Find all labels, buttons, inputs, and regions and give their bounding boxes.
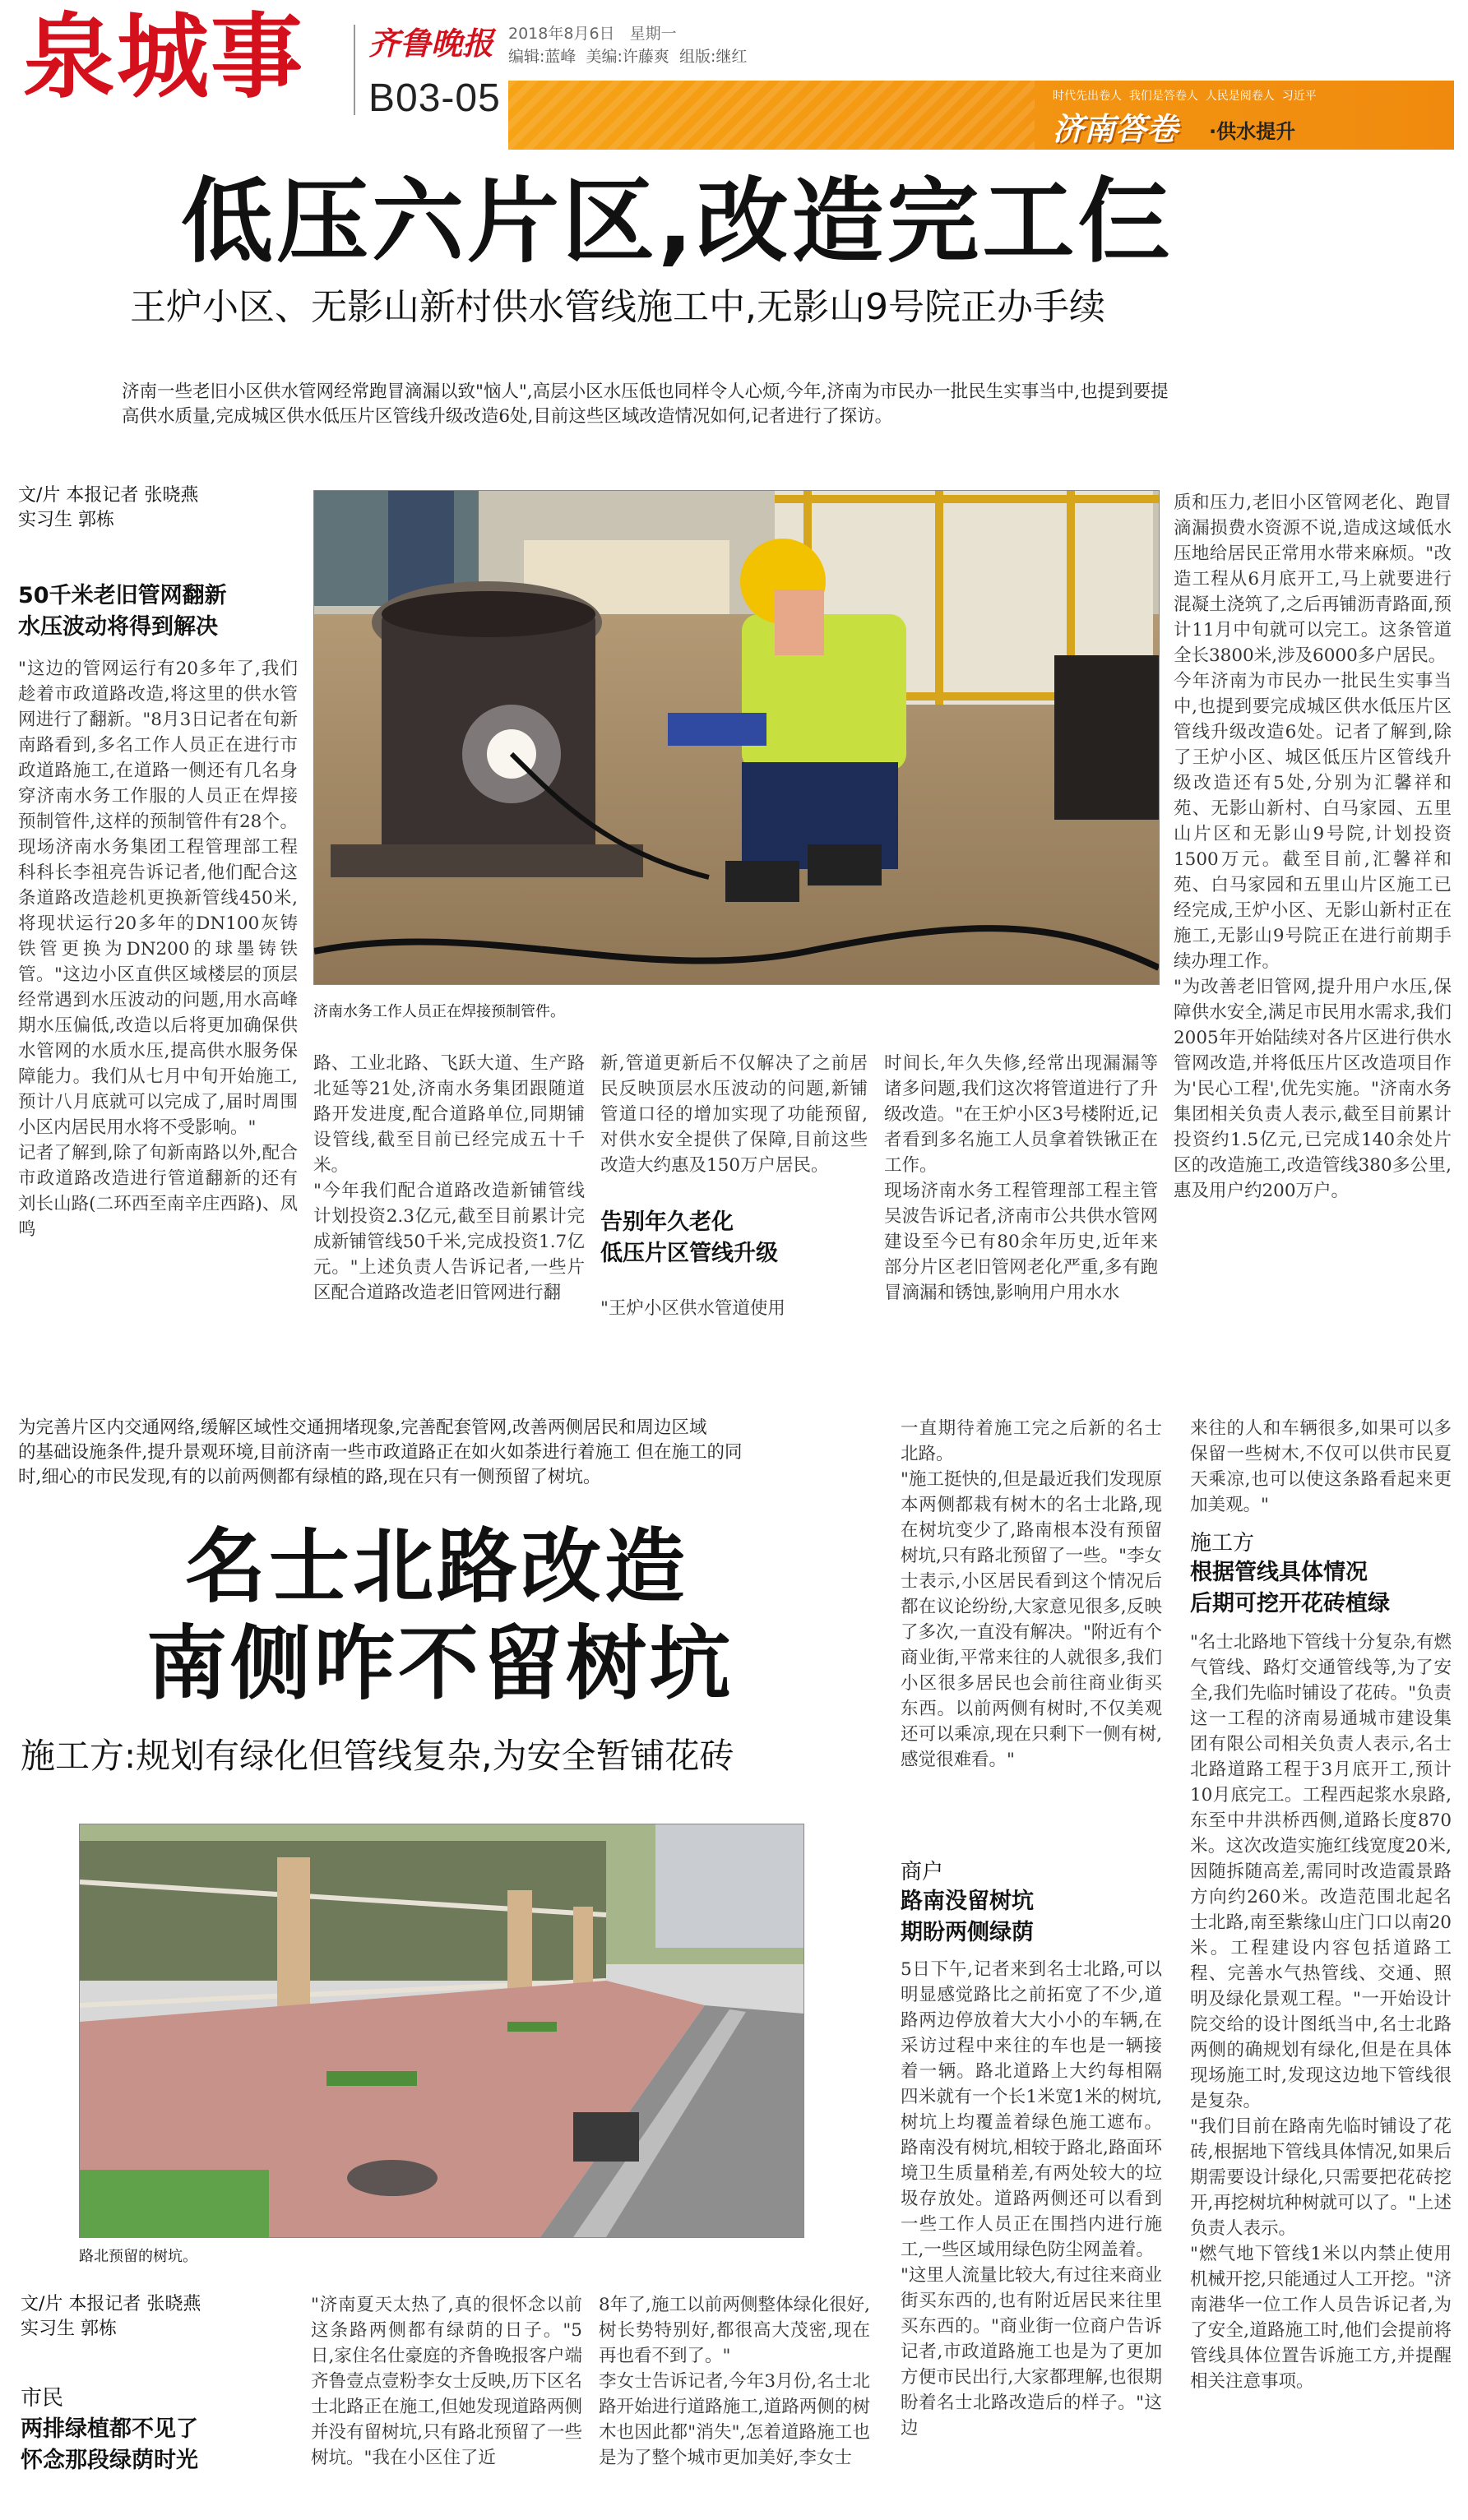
issue-date	[508, 21, 677, 44]
story1-subhead-1: 50千米老旧管网翻新 水压波动将得到解决	[18, 583, 227, 640]
story2-headline-line1: 名士北路改造	[185, 1520, 689, 1614]
story1-photo-caption: 济南水务工作人员正在焊接预制管件。	[313, 1003, 565, 1020]
masthead-divider	[354, 25, 355, 115]
page-number: B03-05	[368, 76, 501, 120]
masthead	[0, 0, 1468, 156]
story1-lede: 济南一些老旧小区供水管网经常跑冒滴漏以致"恼人",高层小区水压低也同样令人心烦,今年,济南为市民办一批民生实事当中,也提到要提 高供水质量,完成城区供水低压片区管线升级改造6处,目前这些区域改造情况如何,记者进行了探访。	[122, 381, 1169, 427]
weekday: 星期一	[629, 25, 677, 43]
banner-pattern	[508, 81, 1035, 150]
date: 2018年8月6日	[508, 25, 615, 43]
story2-column-3b: 5日下午,记者来到名士北路,可以明显感觉路比之前拓宽了不少,道路两边停放着大大小小的车辆,在采访过程中来往的车也是一辆接着一辆。路北道路上大约每相隔四米就有一个长1米宽1米的树坑,树坑上均覆盖着绿色施工遮布。路南没有树坑,相较于路北,路面环境卫生质量稍差,有两处较大的垃圾存放处。道路两侧还可以看到一些工作人员正在围挡内进行施工,一些区域用绿色防尘网盖着。 "这里人流量比较大,有过往来商业街买东西的,也有附近居民来往里买东西的。"商业街一位商户告诉记者,市政道路施工也是为了更加方便市民出行,大家都理解,也很期盼着名士北路改造后的样子。"这边	[901, 1959, 1162, 2439]
story2-section-citizen: 市民	[21, 2386, 64, 2411]
story1-column-2: 路、工业北路、飞跃大道、生产路北延等21处,济南水务集团跟随道路开发进度,配合道路单位,同期铺设管线,截至目前已经完成五十千米。 "今年我们配合道路改造新铺管线计划投资2.3亿元,截至目前累计完成新铺管线50千米,完成投资1.7亿元。"上述负责人告诉记者,一些片区配合道路改造老旧管网进行翻	[313, 1053, 585, 1303]
story1-deck: 王炉小区、无影山新村供水管线施工中,无影山9号院正办手续	[130, 286, 1105, 328]
newspaper-logo: 齐鲁晚报	[368, 25, 494, 62]
road-scene-image	[80, 1824, 803, 2237]
story2-column-4a: 来往的人和车辆很多,如果可以多保留一些树木,不仅可以供市民夏天乘凉,也可以使这条路看起来更加美观。"	[1190, 1418, 1452, 1515]
story1-byline: 文/片 本报记者 张晓燕 实习生 郭栋	[18, 485, 199, 530]
story2-deck: 施工方:规划有绿化但管线复杂,为安全暂铺花砖	[21, 1736, 734, 1776]
story1-column-4: 时间长,年久失修,经常出现漏漏等诸多问题,我们这次将管道进行了升级改造。"在王炉小区3号楼附近,记者看到多名施工人员拿着铁锹正在工作。 现场济南水务工程管理部工程主管吴波告诉记者,济南市公共供水管网建设至今已有80余年历史,近年来部分片区老旧管网老化严重,多有跑冒滴漏和锈蚀,影响用户用水水	[884, 1053, 1158, 1303]
story2-column-3a: 一直期待着施工完之后新的名士北路。 "施工挺快的,但是最近我们发现原本两侧都栽有树木的名士北路,现在树坑变少了,路南根本没有预留树坑,只有路北预留了一些。"李女士表示,小区居民看到这个情况后都在议论纷纷,大家意见很多,反映了多次,一直没有解决。"附近有个商业街,平常来往的人就很多,我们小区很多居民也会前往商业街买东西。以前两侧有树时,不仅美观还可以乘凉,现在只剩下一侧有树,感觉很难看。"	[901, 1418, 1162, 1770]
story2-lede: 为完善片区内交通网络,缓解区域性交通拥堵现象,完善配套管网,改善两侧居民和周边区域 的基础设施条件,提升景观环境,目前济南一些市政道路正在如火如荼进行着施工 但在施工的同 时,细心的市民发现,有的以前两侧都有绿植的路,现在只有一侧预留了树坑。	[18, 1417, 743, 1487]
story2-subhead-builder: 根据管线具体情况 后期可挖开花砖植绿	[1190, 1560, 1390, 1616]
banner-topic: ·供水提升	[1209, 120, 1296, 143]
story2-column-4b: "名士北路地下管线十分复杂,有燃气管线、路灯交通管线等,为了安全,我们先临时铺设了花砖。"负责这一工程的济南易通城市建设集团有限公司相关负责人表示,名士北路道路工程于3月底开工,预计10月底完工。工程西起浆水泉路,东至中井洪桥西侧,道路长度870米。这次改造实施红线宽度20米,因随拆随高差,需同时改造霞景路方向约260米。改造范围北起名士北路,南至紫缘山庄门口以南20米。工程建设内容包括道路工程、完善水气热管线、交通、照明及绿化景观工程。"一开始设计院交给的设计图纸当中,名士北路两侧的确规划有绿化,但是在具体现场施工时,发现这边地下管线很是复杂。 "我们目前在路南先临时铺设了花砖,根据地下管线具体情况,如果后期需要设计绿化,只需要把花砖挖开,再挖树坑种树就可以了。"上述负责人表示。 "燃气地下管线1米以内禁止使用机械开挖,只能通过人工开挖。"济南港华一位工作人员告诉记者,为了安全,道路施工时,他们会提前将管线具体位置告诉施工方,并提醒相关注意事项。	[1190, 1632, 1452, 2392]
welding-scene-image	[314, 491, 1159, 984]
story2-photo-caption: 路北预留的树坑。	[79, 2248, 197, 2265]
section-title: 泉城事	[23, 4, 304, 111]
story2-column-1: "济南夏天太热了,真的很怀念以前这条路两侧都有绿荫的日子。"5日,家住名仕豪庭的齐鲁晚报客户端齐鲁壹点壹粉李女士反映,历下区名士北路正在施工,但她发现道路两侧并没有留树坑,只有路北预留了一些树坑。"我在小区住了近	[311, 2295, 582, 2468]
story1-subhead-2: 告别年久老化 低压片区管线升级	[600, 1209, 778, 1266]
banner-name: 济南答卷	[1053, 111, 1179, 147]
banner-slogan: 时代先出卷人 我们是答卷人 人民是阅卷人 习近平	[1053, 90, 1317, 103]
story2-column-2: 8年了,施工以前两侧整体绿化很好,树长势特别好,都很高大茂密,现在再也看不到了。" 李女士告诉记者,今年3月份,名士北路开始进行道路施工,道路两侧的树木也因此都"消失",怎着道路施工也是为了整个城市更加美好,李女士	[599, 2295, 870, 2468]
story1-column-3b: "王炉小区供水管道使用	[600, 1298, 785, 1319]
story2-section-merchant: 商户	[901, 1860, 944, 1884]
story1-photo-welding	[313, 490, 1160, 985]
story2-section-builder: 施工方	[1190, 1531, 1255, 1556]
story2-subhead-merchant: 路南没留树坑 期盼两侧绿荫	[901, 1889, 1034, 1945]
story2-photo-tree-pits	[79, 1824, 804, 2238]
story1-column-1: "这边的管网运行有20多年了,我们趁着市政道路改造,将这里的供水管网进行了翻新。"8月3日记者在旬新南路看到,多名工作人员正在进行市政道路施工,在道路一侧还有几名身穿济南水务工作服的人员正在焊接预制管件,这样的预制管件有28个。现场济南水务集团工程管理部工程科科长李祖亮告诉记者,他们配合这条道路改造趁机更换新管线450米,将现状运行20多年的DN100灰铸铁管更换为DN200的球墨铸铁管。"这边小区直供区域楼层的顶层经常遇到水压波动的问题,用水高峰期水压偏低,改造以后将更加确保供水管网的水质水压,提高供水服务保障能力。我们从七月中旬开始施工,预计八月底就可以完成了,届时周围小区内居民用水将不受影响。" 记者了解到,除了旬新南路以外,配合市政道路改造进行管道翻新的还有刘长山路(二环西至南辛庄西路)、凤鸣	[18, 659, 298, 1240]
story2-subhead-citizen: 两排绿植都不见了 怀念那段绿荫时光	[21, 2416, 198, 2473]
editor-credits: 编辑:蓝峰 美编:许藤爽 组版:继红	[508, 48, 748, 66]
story1-column-5: 质和压力,老旧小区管网老化、跑冒滴漏损费水资源不说,造成这域低水压地给居民正常用水带来麻烦。"改造工程从6月底开工,马上就要进行混凝土浇筑了,之后再铺沥青路面,预计11月中旬就可以完工。这条管道全长3800米,涉及6000多户居民。 今年济南为市民办一批民生实事当中,也提到要完成城区供水低压片区管线升级改造6处。记者了解到,除了王炉小区、城区低压片区管线升级改造还有5处,分别为汇馨祥和苑、无影山新村、白马家园、五里山片区和无影山9号院,计划投资1500万元。截至目前,汇馨祥和苑、白马家园和五里山片区施工已经完成,王炉小区、无影山新村正在施工,无影山9号院正在进行前期手续办理工作。 "为改善老旧管网,提升用户水压,保障供水安全,满足市民用水需求,我们2005年开始陆续对各片区进行供水管网改造,并将低压片区改造项目作为'民心工程',优先实施。"济南水务集团相关负责人表示,截至目前累计投资约1.5亿元,已完成140余处片区的改造施工,改造管线380多公里,惠及用户约200万户。	[1174, 492, 1452, 1201]
story2-byline: 文/片 本报记者 张晓燕 实习生 郭栋	[21, 2294, 201, 2339]
story1-column-3: 新,管道更新后不仅解决了之前居民反映顶层水压波动的问题,新铺管道口径的增加实现了功能预留,对供水安全提供了保障,目前这些改造大约惠及150万户居民。	[600, 1053, 868, 1176]
story2-headline-line2: 南侧咋不留树坑	[146, 1617, 734, 1711]
story1-headline: 低压六片区,改造完工仨	[181, 169, 1174, 275]
